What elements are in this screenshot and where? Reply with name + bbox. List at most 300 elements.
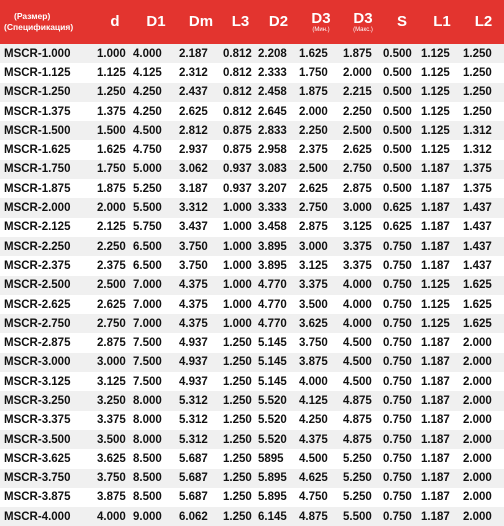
row-value-cell: 2.833	[258, 121, 299, 140]
table-row	[0, 488, 504, 507]
header-symbol: D3	[353, 9, 373, 27]
row-value-cell: 1.125	[421, 276, 463, 295]
header-spec-size: (Размер)	[14, 11, 51, 21]
table-row	[0, 507, 504, 526]
row-spec-cell: MSCR-2.250	[0, 237, 97, 256]
row-value-cell: 1.375	[97, 102, 133, 121]
row-value-cell: 7.000	[133, 314, 179, 333]
row-value-cell: 1.125	[421, 83, 463, 102]
row-value-cell: 2.187	[179, 44, 223, 63]
row-value-cell: 5.250	[133, 179, 179, 198]
row-value-cell: 0.750	[383, 295, 421, 314]
row-value-cell: 4.875	[343, 391, 383, 410]
table-row	[0, 237, 504, 256]
row-value-cell: 2.000	[463, 353, 504, 372]
row-value-cell: 1.000	[223, 218, 258, 237]
row-value-cell: 1.187	[421, 469, 463, 488]
row-value-cell: 1.125	[421, 63, 463, 82]
header-spec-specification: (Спецификация)	[4, 22, 74, 32]
row-spec-cell: MSCR-1.000	[0, 44, 97, 63]
row-spec-cell: MSCR-1.875	[0, 179, 97, 198]
row-value-cell: 0.812	[223, 102, 258, 121]
row-spec-cell: MSCR-3.125	[0, 372, 97, 391]
row-value-cell: 1.312	[463, 140, 504, 159]
row-value-cell: 4.500	[299, 449, 343, 468]
row-value-cell: 1.187	[421, 160, 463, 179]
row-value-cell: 4.000	[299, 372, 343, 391]
row-value-cell: 7.500	[133, 333, 179, 352]
row-value-cell: 2.000	[463, 333, 504, 352]
row-spec-cell: MSCR-2.125	[0, 218, 97, 237]
row-value-cell: 3.458	[258, 218, 299, 237]
row-value-cell: 7.000	[133, 295, 179, 314]
row-value-cell: 2.645	[258, 102, 299, 121]
row-value-cell: 4.375	[179, 314, 223, 333]
row-value-cell: 1.187	[421, 391, 463, 410]
row-value-cell: 3.895	[258, 237, 299, 256]
row-value-cell: 0.812	[223, 44, 258, 63]
row-value-cell: 1.187	[421, 333, 463, 352]
row-value-cell: 0.625	[383, 218, 421, 237]
row-value-cell: 1.000	[223, 237, 258, 256]
header-symbol: D1	[146, 13, 166, 30]
table-row	[0, 353, 504, 372]
row-spec-cell: MSCR-2.000	[0, 198, 97, 217]
row-spec-cell: MSCR-3.875	[0, 488, 97, 507]
row-value-cell: 3.625	[97, 449, 133, 468]
row-value-cell: 1.625	[463, 314, 504, 333]
row-value-cell: 3.187	[179, 179, 223, 198]
row-value-cell: 1.187	[421, 507, 463, 526]
row-spec-cell: MSCR-1.625	[0, 140, 97, 159]
row-value-cell: 5.687	[179, 469, 223, 488]
row-value-cell: 4.125	[299, 391, 343, 410]
row-value-cell: 0.812	[223, 83, 258, 102]
row-value-cell: 0.750	[383, 507, 421, 526]
row-value-cell: 0.937	[223, 160, 258, 179]
row-value-cell: 1.187	[421, 256, 463, 275]
row-value-cell: 7.500	[133, 353, 179, 372]
table-row	[0, 449, 504, 468]
row-value-cell: 1.875	[343, 44, 383, 63]
row-value-cell: 3.625	[299, 314, 343, 333]
row-value-cell: 2.750	[97, 314, 133, 333]
row-value-cell: 4.770	[258, 295, 299, 314]
header-symbol: Dm	[188, 13, 214, 30]
row-value-cell: 4.500	[343, 333, 383, 352]
row-value-cell: 1.250	[97, 83, 133, 102]
row-value-cell: 1.125	[421, 44, 463, 63]
header-col-0	[97, 0, 133, 44]
row-value-cell: 1.437	[463, 198, 504, 217]
row-value-cell: 2.625	[343, 140, 383, 159]
row-value-cell: 1.750	[299, 63, 343, 82]
row-value-cell: 7.000	[133, 276, 179, 295]
row-value-cell: 2.333	[258, 63, 299, 82]
row-value-cell: 1.437	[463, 256, 504, 275]
header-col-8	[421, 0, 463, 44]
row-value-cell: 0.750	[383, 430, 421, 449]
row-value-cell: 5.895	[258, 469, 299, 488]
row-value-cell: 2.000	[463, 449, 504, 468]
row-value-cell: 3.375	[343, 256, 383, 275]
row-value-cell: 2.812	[179, 121, 223, 140]
row-value-cell: 3.500	[97, 430, 133, 449]
row-value-cell: 0.812	[223, 63, 258, 82]
row-value-cell: 0.750	[383, 333, 421, 352]
header-symbol: d	[110, 13, 120, 30]
row-value-cell: 5.687	[179, 488, 223, 507]
header-col-4	[258, 0, 299, 44]
header-symbol: L2	[474, 13, 493, 30]
row-value-cell: 6.500	[133, 237, 179, 256]
row-value-cell: 1.250	[223, 449, 258, 468]
row-value-cell: 4.000	[343, 314, 383, 333]
row-value-cell: 1.250	[463, 83, 504, 102]
table-row	[0, 256, 504, 275]
table-row	[0, 160, 504, 179]
row-value-cell: 1.187	[421, 198, 463, 217]
row-value-cell: 1.250	[223, 411, 258, 430]
row-value-cell: 2.215	[343, 83, 383, 102]
row-value-cell: 2.250	[299, 121, 343, 140]
row-value-cell: 0.500	[383, 44, 421, 63]
header-symbol: D3	[311, 9, 331, 27]
row-value-cell: 1.250	[223, 372, 258, 391]
row-value-cell: 2.458	[258, 83, 299, 102]
row-value-cell: 1.187	[421, 353, 463, 372]
row-value-cell: 4.250	[133, 102, 179, 121]
row-value-cell: 2.437	[179, 83, 223, 102]
row-value-cell: 2.000	[343, 63, 383, 82]
table-row	[0, 295, 504, 314]
row-value-cell: 1.187	[421, 449, 463, 468]
row-value-cell: 0.500	[383, 140, 421, 159]
table-row	[0, 121, 504, 140]
row-value-cell: 4.500	[133, 121, 179, 140]
row-spec-cell: MSCR-3.375	[0, 411, 97, 430]
row-value-cell: 2.875	[97, 333, 133, 352]
row-value-cell: 1.250	[223, 333, 258, 352]
row-value-cell: 0.875	[223, 140, 258, 159]
row-value-cell: 3.125	[97, 372, 133, 391]
row-value-cell: 1.000	[223, 295, 258, 314]
row-spec-cell: MSCR-3.750	[0, 469, 97, 488]
row-value-cell: 0.750	[383, 256, 421, 275]
row-value-cell: 1.125	[97, 63, 133, 82]
row-value-cell: 1.875	[97, 179, 133, 198]
row-value-cell: 5.500	[343, 507, 383, 526]
row-value-cell: 0.750	[383, 237, 421, 256]
row-value-cell: 1.250	[463, 44, 504, 63]
header-symbol: D2	[268, 13, 289, 30]
row-spec-cell: MSCR-3.000	[0, 353, 97, 372]
row-value-cell: 4.937	[179, 372, 223, 391]
row-value-cell: 1.187	[421, 179, 463, 198]
table-row	[0, 430, 504, 449]
row-value-cell: 0.500	[383, 160, 421, 179]
row-value-cell: 3.437	[179, 218, 223, 237]
row-value-cell: 3.125	[343, 218, 383, 237]
row-value-cell: 8.000	[133, 411, 179, 430]
row-value-cell: 3.250	[97, 391, 133, 410]
row-value-cell: 2.000	[463, 391, 504, 410]
row-value-cell: 5.687	[179, 449, 223, 468]
row-value-cell: 0.500	[383, 179, 421, 198]
row-value-cell: 4.000	[97, 507, 133, 526]
row-spec-cell: MSCR-4.000	[0, 507, 97, 526]
row-value-cell: 1.750	[97, 160, 133, 179]
row-value-cell: 2.937	[179, 140, 223, 159]
table-row	[0, 63, 504, 82]
row-value-cell: 3.333	[258, 198, 299, 217]
row-value-cell: 3.062	[179, 160, 223, 179]
row-value-cell: 0.750	[383, 276, 421, 295]
row-value-cell: 2.000	[463, 430, 504, 449]
header-col-6	[343, 0, 383, 44]
row-value-cell: 1.625	[463, 276, 504, 295]
row-value-cell: 3.750	[179, 256, 223, 275]
table-row	[0, 44, 504, 63]
row-value-cell: 1.125	[421, 140, 463, 159]
row-value-cell: 5.000	[133, 160, 179, 179]
row-value-cell: 1.625	[299, 44, 343, 63]
row-value-cell: 4.625	[299, 469, 343, 488]
row-value-cell: 4.770	[258, 314, 299, 333]
header-symbol: S	[396, 13, 407, 30]
table-row	[0, 411, 504, 430]
table-row	[0, 333, 504, 352]
row-value-cell: 1.000	[223, 314, 258, 333]
row-spec-cell: MSCR-1.500	[0, 121, 97, 140]
row-spec-cell: MSCR-3.500	[0, 430, 97, 449]
row-value-cell: 2.000	[463, 469, 504, 488]
header-row	[0, 0, 504, 44]
row-value-cell: 7.500	[133, 372, 179, 391]
header-col-3	[223, 0, 258, 44]
row-value-cell: 0.500	[383, 63, 421, 82]
row-value-cell: 1.187	[421, 488, 463, 507]
row-value-cell: 3.000	[97, 353, 133, 372]
row-value-cell: 4.375	[179, 295, 223, 314]
row-value-cell: 1.250	[223, 469, 258, 488]
header-col-7	[383, 0, 421, 44]
row-value-cell: 5.312	[179, 391, 223, 410]
row-value-cell: 1.187	[421, 372, 463, 391]
row-value-cell: 8.000	[133, 430, 179, 449]
row-spec-cell: MSCR-2.625	[0, 295, 97, 314]
row-value-cell: 3.312	[179, 198, 223, 217]
row-value-cell: 6.145	[258, 507, 299, 526]
row-spec-cell: MSCR-2.375	[0, 256, 97, 275]
row-value-cell: 4.500	[343, 353, 383, 372]
row-spec-cell: MSCR-1.375	[0, 102, 97, 121]
row-value-cell: 8.500	[133, 488, 179, 507]
row-value-cell: 4.875	[299, 507, 343, 526]
row-value-cell: 3.207	[258, 179, 299, 198]
row-value-cell: 4.770	[258, 276, 299, 295]
row-value-cell: 0.750	[383, 391, 421, 410]
row-value-cell: 3.895	[258, 256, 299, 275]
header-symbol: L1	[433, 13, 451, 30]
row-value-cell: 5.145	[258, 353, 299, 372]
header-col-2	[179, 0, 223, 44]
row-value-cell: 2.625	[299, 179, 343, 198]
row-value-cell: 1.437	[463, 218, 504, 237]
row-value-cell: 1.250	[223, 353, 258, 372]
row-spec-cell: MSCR-1.125	[0, 63, 97, 82]
table-header	[0, 0, 504, 44]
row-value-cell: 0.750	[383, 314, 421, 333]
row-value-cell: 1.187	[421, 218, 463, 237]
table-row	[0, 469, 504, 488]
header-col-9	[463, 0, 504, 44]
row-value-cell: 1.250	[463, 102, 504, 121]
row-value-cell: 9.000	[133, 507, 179, 526]
row-value-cell: 2.375	[299, 140, 343, 159]
table-row	[0, 391, 504, 410]
row-value-cell: 2.875	[343, 179, 383, 198]
row-spec-cell: MSCR-2.500	[0, 276, 97, 295]
row-value-cell: 1.437	[463, 237, 504, 256]
header-col-1	[133, 0, 179, 44]
row-spec-cell: MSCR-2.750	[0, 314, 97, 333]
row-value-cell: 5.520	[258, 430, 299, 449]
row-value-cell: 3.000	[299, 237, 343, 256]
row-value-cell: 2.312	[179, 63, 223, 82]
row-value-cell: 3.500	[299, 295, 343, 314]
row-spec-cell: MSCR-1.250	[0, 83, 97, 102]
row-value-cell: 5.520	[258, 391, 299, 410]
row-value-cell: 4.875	[343, 430, 383, 449]
row-value-cell: 0.625	[383, 198, 421, 217]
row-value-cell: 8.000	[133, 391, 179, 410]
row-spec-cell: MSCR-3.625	[0, 449, 97, 468]
row-value-cell: 3.750	[97, 469, 133, 488]
row-value-cell: 5.250	[343, 469, 383, 488]
row-spec-cell: MSCR-3.250	[0, 391, 97, 410]
row-value-cell: 2.500	[97, 276, 133, 295]
row-value-cell: 1.625	[463, 295, 504, 314]
row-value-cell: 1.375	[463, 179, 504, 198]
row-value-cell: 0.750	[383, 469, 421, 488]
row-value-cell: 2.250	[343, 102, 383, 121]
header-subscript: (Мин.)	[312, 26, 330, 33]
row-value-cell: 2.625	[179, 102, 223, 121]
row-value-cell: 3.750	[299, 333, 343, 352]
table-row	[0, 179, 504, 198]
row-value-cell: 0.750	[383, 353, 421, 372]
row-value-cell: 0.500	[383, 121, 421, 140]
row-value-cell: 5.750	[133, 218, 179, 237]
row-value-cell: 1.500	[97, 121, 133, 140]
row-value-cell: 2.375	[97, 256, 133, 275]
row-value-cell: 3.125	[299, 256, 343, 275]
row-value-cell: 2.625	[97, 295, 133, 314]
row-value-cell: 4.937	[179, 353, 223, 372]
row-value-cell: 4.750	[299, 488, 343, 507]
row-value-cell: 4.937	[179, 333, 223, 352]
row-spec-cell: MSCR-1.750	[0, 160, 97, 179]
row-value-cell: 2.875	[299, 218, 343, 237]
table-row	[0, 83, 504, 102]
row-value-cell: 4.875	[343, 411, 383, 430]
row-value-cell: 2.750	[343, 160, 383, 179]
row-value-cell: 2.208	[258, 44, 299, 63]
row-value-cell: 1.187	[421, 430, 463, 449]
row-value-cell: 1.125	[421, 102, 463, 121]
row-value-cell: 6.062	[179, 507, 223, 526]
row-value-cell: 0.500	[383, 83, 421, 102]
row-value-cell: 1.000	[97, 44, 133, 63]
row-value-cell: 0.937	[223, 179, 258, 198]
row-value-cell: 5.250	[343, 488, 383, 507]
table-row	[0, 372, 504, 391]
row-value-cell: 3.083	[258, 160, 299, 179]
row-value-cell: 2.000	[463, 507, 504, 526]
row-value-cell: 5.250	[343, 449, 383, 468]
row-value-cell: 4.000	[133, 44, 179, 63]
header-subscript: (Макс.)	[353, 26, 373, 33]
row-value-cell: 3.875	[97, 488, 133, 507]
row-value-cell: 2.000	[97, 198, 133, 217]
row-value-cell: 4.000	[343, 295, 383, 314]
row-value-cell: 4.125	[133, 63, 179, 82]
row-value-cell: 3.000	[343, 198, 383, 217]
row-value-cell: 1.625	[97, 140, 133, 159]
row-value-cell: 3.375	[97, 411, 133, 430]
table-row	[0, 198, 504, 217]
row-value-cell: 1.125	[421, 314, 463, 333]
row-spec-cell: MSCR-2.875	[0, 333, 97, 352]
row-value-cell: 2.000	[299, 102, 343, 121]
header-symbol: L3	[231, 13, 250, 30]
table-row	[0, 276, 504, 295]
table-row	[0, 102, 504, 121]
row-value-cell: 1.875	[299, 83, 343, 102]
table-body	[0, 44, 504, 526]
row-value-cell: 5.520	[258, 411, 299, 430]
row-value-cell: 4.250	[133, 83, 179, 102]
row-value-cell: 5.312	[179, 411, 223, 430]
row-value-cell: 4.500	[343, 372, 383, 391]
row-value-cell: 4.375	[299, 430, 343, 449]
row-value-cell: 5.145	[258, 372, 299, 391]
row-value-cell: 1.375	[463, 160, 504, 179]
header-spec	[0, 0, 97, 44]
row-value-cell: 2.125	[97, 218, 133, 237]
row-value-cell: 4.375	[179, 276, 223, 295]
row-value-cell: 1.250	[223, 391, 258, 410]
row-value-cell: 5.895	[258, 488, 299, 507]
row-value-cell: 0.750	[383, 449, 421, 468]
table-row	[0, 140, 504, 159]
row-value-cell: 1.250	[223, 488, 258, 507]
row-value-cell: 1.250	[463, 63, 504, 82]
row-value-cell: 2.750	[299, 198, 343, 217]
row-value-cell: 8.500	[133, 469, 179, 488]
row-value-cell: 1.312	[463, 121, 504, 140]
row-value-cell: 2.500	[343, 121, 383, 140]
row-value-cell: 5895	[258, 449, 299, 468]
row-value-cell: 5.145	[258, 333, 299, 352]
row-value-cell: 4.000	[343, 276, 383, 295]
row-value-cell: 1.000	[223, 256, 258, 275]
row-value-cell: 5.312	[179, 430, 223, 449]
row-value-cell: 0.750	[383, 411, 421, 430]
row-value-cell: 1.250	[223, 430, 258, 449]
row-value-cell: 1.000	[223, 276, 258, 295]
